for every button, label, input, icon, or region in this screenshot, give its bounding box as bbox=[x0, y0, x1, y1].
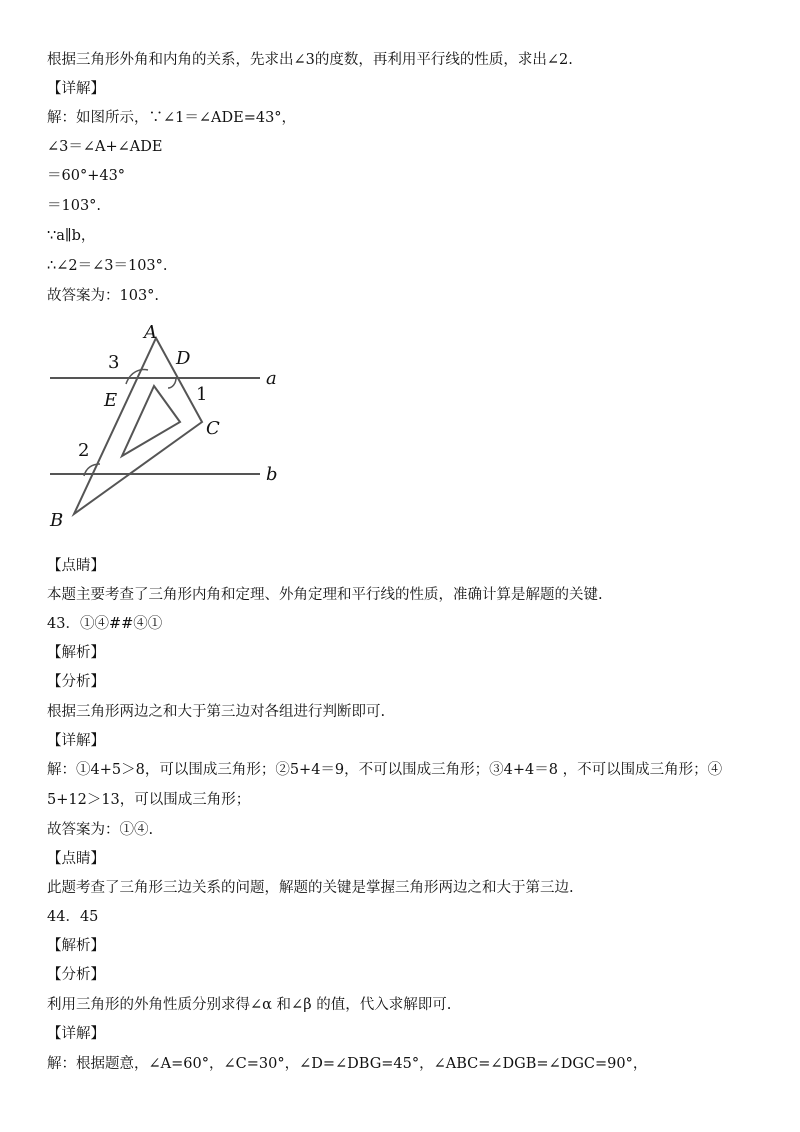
section-heading: 【详解】 bbox=[47, 81, 105, 97]
text-line: 利用三角形的外角性质分别求得∠α 和∠β 的值，代入求解即可. bbox=[47, 997, 452, 1013]
text-line: 此题考查了三角形三边关系的问题，解题的关键是掌握三角形两边之和大于第三边. bbox=[47, 880, 574, 896]
section-heading: 【分析】 bbox=[47, 967, 105, 983]
section-heading: 【点睛】 bbox=[47, 558, 105, 574]
section-heading: 【详解】 bbox=[47, 733, 105, 749]
label-2: 2 bbox=[78, 440, 90, 461]
text-line: ∵a∥b， bbox=[47, 228, 96, 244]
section-heading: 【详解】 bbox=[47, 1026, 105, 1042]
triangle-inner bbox=[122, 386, 180, 456]
label-E: E bbox=[104, 390, 118, 411]
label-b: b bbox=[266, 464, 278, 485]
text-line: 5+12＞13，可以围成三角形； bbox=[47, 792, 251, 808]
label-1: 1 bbox=[196, 384, 208, 405]
text-line: ＝103°. bbox=[47, 198, 102, 214]
text-line: 解：①4+5＞8，可以围成三角形；②5+4＝9，不可以围成三角形；③4+4＝8 ，不可以围成三角形；④ bbox=[47, 762, 723, 778]
section-heading: 【点睛】 bbox=[47, 851, 105, 867]
geometry-figure bbox=[44, 318, 294, 534]
text-line: 解：如图所示，∵∠1＝∠ADE=43°， bbox=[47, 110, 297, 126]
label-C: C bbox=[206, 418, 220, 439]
text-line: 本题主要考查了三角形内角和定理、外角定理和平行线的性质，准确计算是解题的关键. bbox=[47, 587, 603, 603]
label-a: a bbox=[266, 368, 277, 389]
section-heading: 【解析】 bbox=[47, 645, 105, 661]
angle-1-arc bbox=[168, 378, 176, 388]
text-line: ∠3＝∠A+∠ADE bbox=[47, 139, 163, 155]
text-line: 故答案为：①④. bbox=[47, 822, 154, 838]
question-heading: 44．45 bbox=[47, 909, 99, 925]
text-line: 故答案为：103°. bbox=[47, 288, 160, 304]
section-heading: 【分析】 bbox=[47, 674, 105, 690]
section-heading: 【解析】 bbox=[47, 938, 105, 954]
label-3: 3 bbox=[108, 352, 120, 373]
label-D: D bbox=[176, 348, 191, 369]
text-line: 根据三角形两边之和大于第三边对各组进行判断即可. bbox=[47, 704, 386, 720]
text-line: 解：根据题意，∠A=60°，∠C=30°，∠D=∠DBG=45°，∠ABC=∠DGB=∠DGC=90°， bbox=[47, 1056, 648, 1072]
question-heading: 43．①④##④① bbox=[47, 616, 163, 632]
label-B: B bbox=[50, 510, 64, 531]
text-line: ＝60°+43° bbox=[47, 168, 126, 184]
text-line: 根据三角形外角和内角的关系，先求出∠3的度数，再利用平行线的性质，求出∠2. bbox=[47, 52, 573, 68]
label-A: A bbox=[144, 322, 157, 343]
text-line: ∴∠2＝∠3＝103°. bbox=[47, 258, 168, 274]
